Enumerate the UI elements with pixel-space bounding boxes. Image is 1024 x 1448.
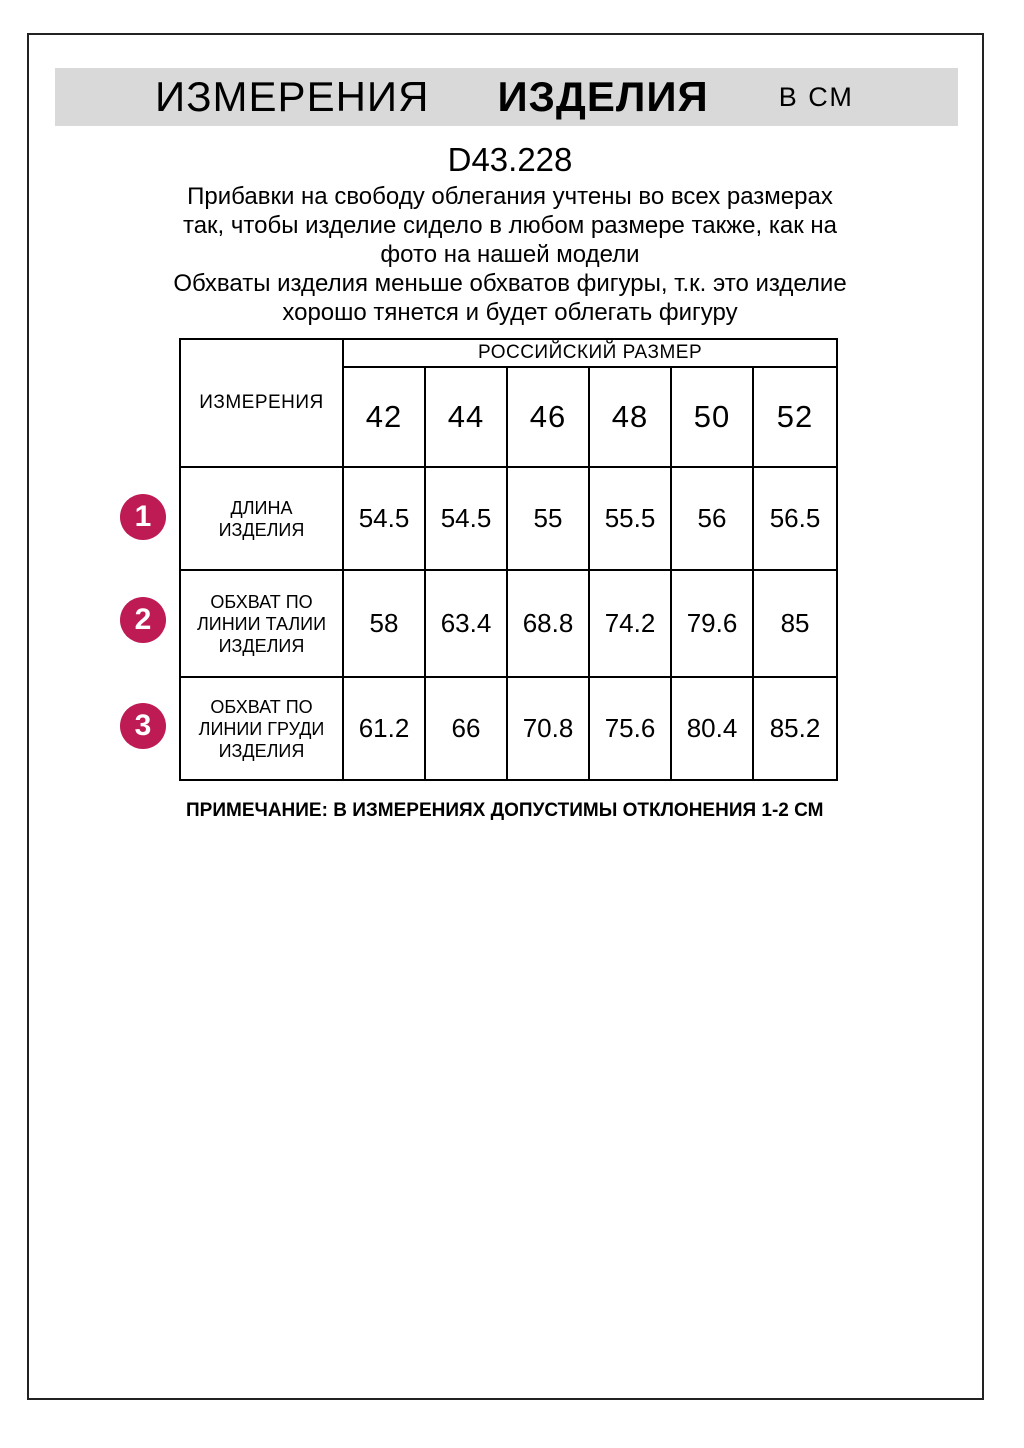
title-measurements: ИЗМЕРЕНИЯ [155,73,430,120]
title-bar [55,68,958,126]
size-table [179,338,838,781]
table-row-waist [180,570,837,677]
length-value-52: 56.5 [753,467,837,570]
fit-allowance-line-3: фото на нашей модели [380,241,640,268]
tolerance-footnote: ПРИМЕЧАНИЕ: В ИЗМЕРЕНИЯХ ДОПУСТИМЫ ОТКЛОНЕНИЯ 1-2 СМ [186,800,824,821]
table-row-length [180,467,837,570]
title-product: ИЗДЕЛИЯ [497,73,709,120]
row-label-chest: ОБХВАТ ПО ЛИНИИ ГРУДИ ИЗДЕЛИЯ [180,677,343,780]
row-label-waist: ОБХВАТ ПО ЛИНИИ ТАЛИИ ИЗДЕЛИЯ [180,570,343,677]
size-42: 42 [343,367,425,467]
size-52: 52 [753,367,837,467]
chest-value-42: 61.2 [343,677,425,780]
waist-value-52: 85 [753,570,837,677]
length-value-42: 54.5 [343,467,425,570]
chest-value-52: 85.2 [753,677,837,780]
measure-column-header: ИЗМЕРЕНИЯ [180,339,343,467]
fit-allowance-line-1: Прибавки на свободу облегания учтены во всех размерах [187,183,833,210]
length-value-50: 56 [671,467,753,570]
size-44: 44 [425,367,507,467]
size-50: 50 [671,367,753,467]
size-48: 48 [589,367,671,467]
chest-value-46: 70.8 [507,677,589,780]
table-row-chest [180,677,837,780]
length-value-44: 54.5 [425,467,507,570]
row-marker-2: 2 [120,597,166,643]
size-46: 46 [507,367,589,467]
length-value-48: 55.5 [589,467,671,570]
stretch-note [60,269,960,327]
row-marker-3: 3 [120,703,166,749]
stretch-note-line-2: хорошо тянется и будет облегать фигуру [282,299,738,326]
chest-value-44: 66 [425,677,507,780]
size-group-header: РОССИЙСКИЙ РАЗМЕР [343,339,837,367]
chest-value-48: 75.6 [589,677,671,780]
waist-value-46: 68.8 [507,570,589,677]
waist-value-48: 74.2 [589,570,671,677]
waist-value-50: 79.6 [671,570,753,677]
title-unit-cm: В СМ [778,81,854,112]
waist-value-42: 58 [343,570,425,677]
product-code: D43.228 [447,141,573,178]
fit-allowance-line-2: так, чтобы изделие сидело в любом размере также, как на [182,212,838,239]
waist-value-44: 63.4 [425,570,507,677]
stretch-note-line-1: Обхваты изделия меньше обхватов фигуры, т.к. это изделие [173,270,847,297]
row-marker-1: 1 [120,494,166,540]
row-label-length: ДЛИНА ИЗДЕЛИЯ [180,467,343,570]
length-value-46: 55 [507,467,589,570]
fit-allowance-note [60,182,960,269]
chest-value-50: 80.4 [671,677,753,780]
